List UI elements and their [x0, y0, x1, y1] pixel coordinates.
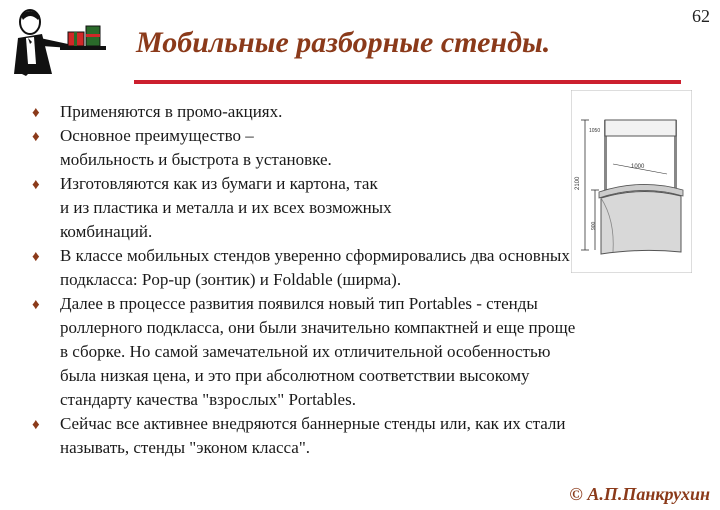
- list-item: [32, 172, 682, 244]
- diamond-bullet-icon: ♦: [32, 105, 40, 121]
- bullet-line: роллерного подкласса, они были значительно компактней и еще проще: [60, 318, 576, 337]
- bullet-line: Основное преимущество –: [60, 126, 254, 145]
- list-item: [32, 100, 682, 124]
- dim-base-label: 900: [591, 221, 597, 230]
- diamond-bullet-icon: ♦: [32, 417, 40, 433]
- diamond-bullet-icon: ♦: [32, 129, 40, 145]
- waiter-icon: [8, 4, 108, 76]
- bullet-line: и из пластика и металла и их всех возможных: [60, 198, 392, 217]
- title-underline: [134, 80, 681, 84]
- list-item: [32, 292, 682, 412]
- bullet-line: Сейчас все активнее внедряются баннерные стенды или, как их стали: [60, 414, 566, 433]
- list-item: [32, 124, 682, 172]
- bullet-line: в сборке. Но самой замечательной их отличительной особенностью: [60, 342, 551, 361]
- bullet-line: называть, стенды "эконом класса".: [60, 438, 311, 457]
- dim-total-label: 2100: [575, 176, 581, 190]
- bullet-line: Далее в процессе развития появился новый тип Portables - стенды: [60, 294, 538, 313]
- bullet-line: стандарту качества "взрослых" Portables.: [60, 390, 356, 409]
- diamond-bullet-icon: ♦: [32, 249, 40, 265]
- bullet-line: В классе мобильных стендов уверенно сформировались два основных: [60, 246, 570, 265]
- waiter-illustration: [8, 4, 108, 76]
- bullet-line: Изготовляются как из бумаги и картона, так: [60, 174, 378, 193]
- diamond-bullet-icon: ♦: [32, 297, 40, 313]
- dim-top-label: 1050: [589, 128, 601, 134]
- bullet-line: была низкая цена, и это при абсолютном соответствии высокому: [60, 366, 530, 385]
- bullet-line: мобильность и быстрота в установке.: [60, 150, 332, 169]
- bullet-line: Применяются в промо-акциях.: [60, 102, 283, 121]
- list-item: [32, 412, 682, 460]
- page-number: 62: [692, 6, 710, 26]
- list-item: [32, 244, 682, 292]
- author-credit: © А.П.Панкрухин: [569, 484, 710, 504]
- bullet-line: комбинаций.: [60, 222, 153, 241]
- slide-title: Мобильные разборные стенды.: [136, 26, 551, 59]
- bullet-line: подкласса: Pop-up (зонтик) и Foldable (ширма).: [60, 270, 402, 289]
- bullet-list: [32, 100, 682, 460]
- diamond-bullet-icon: ♦: [32, 177, 40, 193]
- dim-width-label: 1000: [631, 164, 645, 170]
